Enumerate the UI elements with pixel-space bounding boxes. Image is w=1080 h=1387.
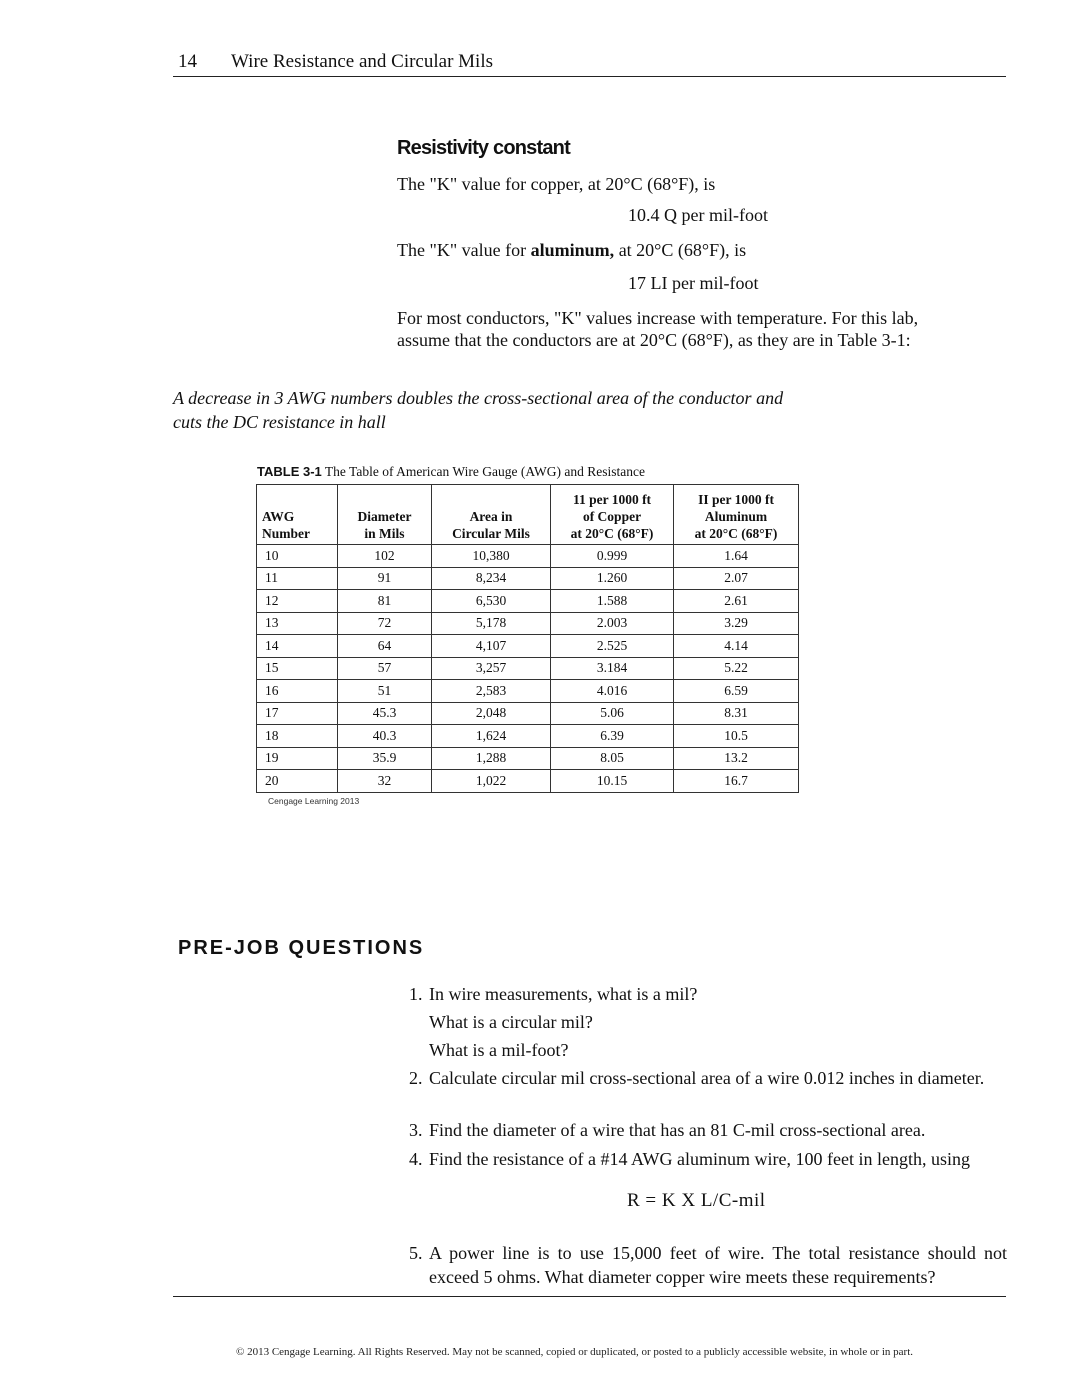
table-row [257,725,799,748]
table-cell: 2.525 [551,635,674,658]
question-1-sub-1: What is a circular mil? [429,1012,593,1032]
table-cell: 35.9 [338,747,432,770]
table-cell: 6.59 [674,680,799,703]
table-cell: 10.5 [674,725,799,748]
table-cell: 10 [257,545,338,568]
table-row [257,635,799,658]
table-row [257,612,799,635]
question-5 [409,1241,1007,1289]
table-cell: 102 [338,545,432,568]
table-cell: 0.999 [551,545,674,568]
table-row [257,680,799,703]
table-caption [257,464,645,480]
question-4 [409,1147,1007,1171]
table-row [257,545,799,568]
margin-note: A decrease in 3 AWG numbers doubles the cross-sectional area of the conductor and cuts the DC resistance in hall [173,388,784,432]
table-cell: 13 [257,612,338,635]
table-cell: 2.61 [674,590,799,613]
aluminum-word: aluminum, [530,240,615,260]
table-cell: 16 [257,680,338,703]
question-2-text: Calculate circular mil cross-sectional area of a wire 0.012 inches in diameter. [429,1068,985,1088]
table-cell: 4.14 [674,635,799,658]
table-cell: 6,530 [432,590,551,613]
table-row [257,657,799,680]
resistance-formula: R = K X L/C-mil [627,1190,766,1211]
table-cell: 2.07 [674,567,799,590]
table-cell: 20 [257,770,338,793]
header-awg: AWG Number [257,485,338,545]
table-row [257,590,799,613]
table-cell: 8.05 [551,747,674,770]
table-cell: 2,583 [432,680,551,703]
question-5-number: 5. [409,1243,423,1263]
table-cell: 6.39 [551,725,674,748]
table-cell: 1,022 [432,770,551,793]
aluminum-line-prefix: The "K" value for [397,240,531,260]
copper-k-line: The "K" value for copper, at 20°C (68°F), is [397,174,716,194]
table-cell: 11 [257,567,338,590]
table-row [257,567,799,590]
header-copper-resistance: 11 per 1000 ft of Copper at 20°C (68°F) [551,485,674,545]
copper-k-value: 10.4 Q per mil-foot [628,205,768,225]
table-cell: 81 [338,590,432,613]
table-cell: 4.016 [551,680,674,703]
resistivity-heading: Resistivity constant [397,137,570,159]
header-aluminum-resistance: II per 1000 ft Aluminum at 20°C (68°F) [674,485,799,545]
copyright-footer: © 2013 Cengage Learning. All Rights Reserved. May not be scanned, copied or duplicated, or posted to a publicly accessible website, in whole or in part. [235,1346,914,1358]
table-row [257,702,799,725]
table-cell: 1.64 [674,545,799,568]
awg-table [256,484,799,793]
table-cell: 5.06 [551,702,674,725]
table-cell: 45.3 [338,702,432,725]
question-4-text: Find the resistance of a #14 AWG aluminum wire, 100 feet in length, using [429,1149,970,1169]
table-cell: 51 [338,680,432,703]
table-cell: 40.3 [338,725,432,748]
prejob-heading: PRE-JOB QUESTIONS [178,937,425,959]
table-cell: 32 [338,770,432,793]
question-1-text: In wire measurements, what is a mil? [429,984,698,1004]
table-cell: 12 [257,590,338,613]
table-credit: Cengage Learning 2013 [268,796,360,806]
table-cell: 1,288 [432,747,551,770]
chapter-title: Wire Resistance and Circular Mils [231,51,493,72]
table-cell: 18 [257,725,338,748]
aluminum-k-line [397,239,746,261]
temperature-note: For most conductors, "K" values increase with temperature. For this lab, assume that the conductors are at 20°C (68°F), as they are in Table 3-1: [397,308,919,350]
table-cell: 15 [257,657,338,680]
table-cell: 72 [338,612,432,635]
table-label: TABLE 3-1 [257,464,322,479]
table-cell: 8,234 [432,567,551,590]
table-cell: 4,107 [432,635,551,658]
header-diameter: Diameter in Mils [338,485,432,545]
table-cell: 5.22 [674,657,799,680]
question-2-number: 2. [409,1068,423,1088]
question-3-number: 3. [409,1120,423,1140]
header-area: Area in Circular Mils [432,485,551,545]
aluminum-line-suffix: at 20°C (68°F), is [614,240,747,260]
table-cell: 13.2 [674,747,799,770]
question-4-number: 4. [409,1149,423,1169]
question-3 [409,1118,1007,1142]
question-5-text: A power line is to use 15,000 feet of wire. The total resistance should not exceed 5 ohms. What diameter copper wire meets these requirements? [429,1243,1007,1287]
table-cell: 17 [257,702,338,725]
table-cell: 3.29 [674,612,799,635]
table-cell: 1,624 [432,725,551,748]
table-cell: 3,257 [432,657,551,680]
table-cell: 57 [338,657,432,680]
table-cell: 16.7 [674,770,799,793]
table-cell: 10,380 [432,545,551,568]
table-cell: 1.260 [551,567,674,590]
question-1 [409,982,1007,1006]
running-header [173,48,1006,77]
table-cell: 5,178 [432,612,551,635]
table-cell: 14 [257,635,338,658]
table-cell: 3.184 [551,657,674,680]
aluminum-k-value: 17 LI per mil-foot [628,273,759,293]
table-row [257,770,799,793]
table-cell: 2.003 [551,612,674,635]
question-1-number: 1. [409,984,423,1004]
page-number: 14 [178,51,197,72]
bottom-rule [173,1296,1006,1297]
table-header-row [257,485,799,545]
table-cell: 1.588 [551,590,674,613]
table-cell: 19 [257,747,338,770]
question-1-sub-2: What is a mil-foot? [429,1040,569,1060]
table-cell: 91 [338,567,432,590]
table-title: The Table of American Wire Gauge (AWG) and Resistance [324,464,645,479]
table-cell: 10.15 [551,770,674,793]
question-3-text: Find the diameter of a wire that has an 81 C-mil cross-sectional area. [429,1120,926,1140]
table-cell: 64 [338,635,432,658]
table-row [257,747,799,770]
table-cell: 2,048 [432,702,551,725]
question-2 [409,1066,1007,1090]
table-cell: 8.31 [674,702,799,725]
